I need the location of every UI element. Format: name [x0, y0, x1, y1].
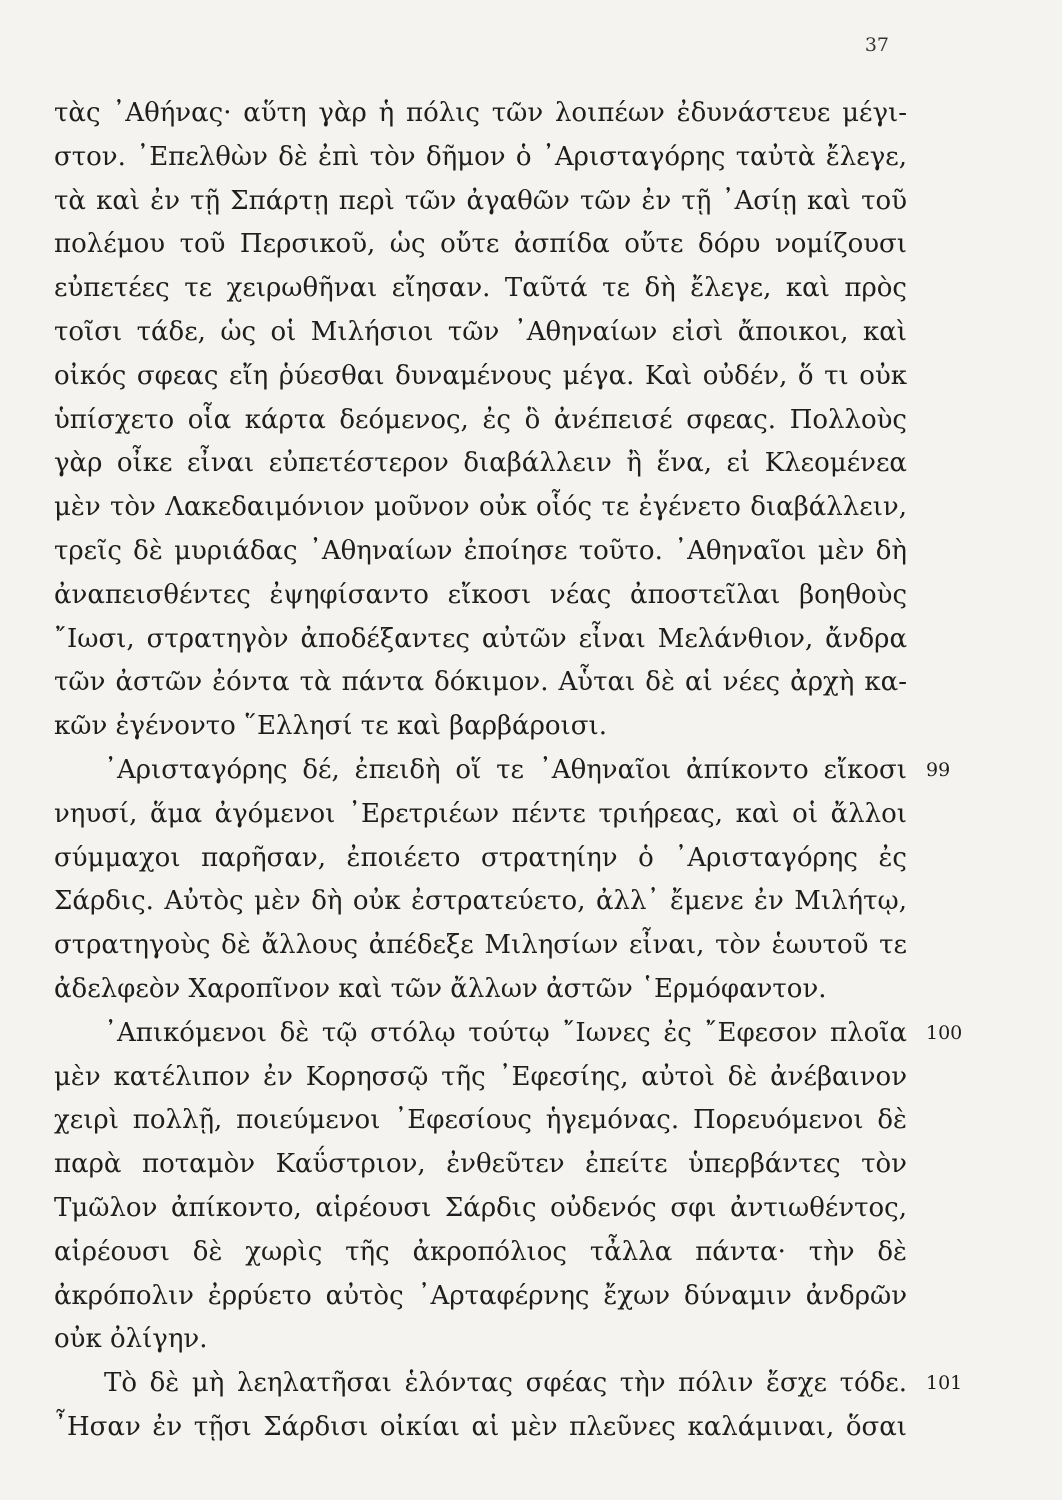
text-line-content: ἀκρόπολιν ἐρρύετο αὐτὸς ᾿Αρταφέρνης ἔχων δύναμιν ἀνδρῶν	[54, 1280, 907, 1311]
text-line	[54, 311, 907, 355]
text-line	[54, 355, 907, 399]
text-line-content: Σάρδις. Αὐτὸς μὲν δὴ οὐκ ἐστρατεύετο, ἀλλ᾿ ἔμενε ἐν Μιλήτῳ,	[54, 886, 907, 917]
text-line	[54, 267, 907, 311]
text-line	[54, 1362, 963, 1406]
text-line	[54, 1187, 907, 1231]
text-line	[54, 486, 907, 530]
text-line-content: αἱρέουσι δὲ χωρὶς τῆς ἀκροπόλιος τἆλλα πάντα· τὴν δὲ	[54, 1236, 907, 1267]
text-line	[54, 924, 907, 968]
text-line	[54, 530, 907, 574]
text-line	[54, 92, 907, 136]
text-line-content: παρὰ ποταμὸν Καΰστριον, ἐνθεῦτεν ἐπείτε ὑπερβάντες τὸν	[54, 1149, 907, 1180]
text-line	[54, 1012, 963, 1056]
text-line-content: νηυσί, ἅμα ἀγόμενοι ᾿Ερετριέων πέντε τριήρεας, καὶ οἱ ἄλλοι	[54, 798, 907, 829]
text-line-content: κῶν ἐγένοντο ῞Ελλησί τε καὶ βαρβάροισι.	[54, 711, 607, 742]
text-line-content: πολέμου τοῦ Περσικοῦ, ὡς οὔτε ἀσπίδα οὔτε δόρυ νομίζουσι	[54, 229, 907, 260]
text-line	[54, 223, 907, 267]
text-line-content: τὰς ᾿Αθήνας· αὕτη γὰρ ἡ πόλις τῶν λοιπέων ἐδυνάστευε μέγι-	[54, 98, 907, 128]
text-line	[54, 618, 907, 662]
text-line-content: ᾿Απικόμενοι δὲ τῷ στόλῳ τούτῳ ῎Ιωνες ἐς ῎Εφεσον πλοῖα	[104, 1017, 907, 1048]
text-line	[54, 1318, 907, 1362]
text-line-content: ἀδελφεὸν Χαροπῖνον καὶ τῶν ἄλλων ἀστῶν ῾Ερμόφαντον.	[54, 973, 827, 1004]
chapter-number: 100	[926, 1021, 963, 1044]
text-line-content: τὰ καὶ ἐν τῇ Σπάρτῃ περὶ τῶν ἀγαθῶν τῶν ἐν τῇ ᾿Ασίῃ καὶ τοῦ	[54, 185, 907, 216]
text-line-content: οἰκός σφεας εἴη ῥύεσθαι δυναμένους μέγα. Καὶ οὐδέν, ὅ τι οὐκ	[54, 360, 907, 391]
text-line	[54, 1406, 907, 1450]
text-line	[54, 399, 907, 443]
text-line-content: Τὸ δὲ μὴ λεηλατῆσαι ἑλόντας σφέας τὴν πόλιν ἔσχε τόδε.	[104, 1368, 907, 1399]
text-line	[54, 574, 907, 618]
text-line-content: ὑπίσχετο οἷα κάρτα δεόμενος, ἐς ὃ ἀνέπεισέ σφεας. Πολλοὺς	[54, 404, 907, 435]
text-line-content: τοῖσι τάδε, ὡς οἱ Μιλήσιοι τῶν ᾿Αθηναίων εἰσὶ ἄποικοι, καὶ	[54, 316, 907, 347]
text-line-content: στον. ᾿Επελθὼν δὲ ἐπὶ τὸν δῆμον ὁ ᾿Αρισταγόρης ταὐτὰ ἔλεγε,	[54, 141, 907, 172]
body-text	[54, 92, 963, 1450]
text-line	[54, 968, 907, 1012]
text-line	[54, 442, 907, 486]
text-line	[54, 1231, 907, 1275]
text-line-content: εὐπετέες τε χειρωθῆναι εἴησαν. Ταῦτά τε δὴ ἔλεγε, καὶ πρὸς	[54, 273, 907, 304]
text-line	[54, 1275, 907, 1319]
text-line-content: σύμμαχοι παρῆσαν, ἐποιέετο στρατηίην ὁ ᾿Αρισταγόρης ἐς	[54, 842, 907, 873]
text-line-content: ἀναπεισθέντες ἐψηφίσαντο εἴκοσι νέας ἀποστεῖλαι βοηθοὺς	[54, 579, 907, 610]
text-line-content: τρεῖς δὲ μυριάδας ᾿Αθηναίων ἐποίησε τοῦτο. ᾿Αθηναῖοι μὲν δὴ	[54, 535, 907, 566]
text-line	[54, 749, 951, 793]
text-line	[54, 661, 907, 705]
text-line	[54, 1099, 907, 1143]
page-number: 37	[864, 34, 889, 56]
text-line	[54, 136, 907, 180]
text-line	[54, 180, 907, 224]
text-line-content: μὲν κατέλιπον ἐν Κορησσῷ τῆς ᾿Εφεσίης, αὐτοὶ δὲ ἀνέβαινον	[54, 1061, 907, 1092]
text-line	[54, 1056, 907, 1100]
text-line-content: ῏Ησαν ἐν τῇσι Σάρδισι οἰκίαι αἱ μὲν πλεῦνες καλάμιναι, ὅσαι	[54, 1411, 907, 1442]
text-line	[54, 880, 907, 924]
text-line-content: οὐκ ὀλίγην.	[54, 1324, 208, 1355]
text-line-content: ῎Ιωσι, στρατηγὸν ἀποδέξαντες αὐτῶν εἶναι Μελάνθιον, ἄνδρα	[54, 623, 907, 654]
chapter-number: 101	[926, 1372, 963, 1395]
text-line-content: χειρὶ πολλῇ, ποιεύμενοι ᾿Εφεσίους ἡγεμόνας. Πορευόμενοι δὲ	[54, 1105, 907, 1136]
text-line	[54, 1143, 907, 1187]
text-line-content: μὲν τὸν Λακεδαιμόνιον μοῦνον οὐκ οἷός τε ἐγένετο διαβάλλειν,	[54, 492, 907, 523]
text-line	[54, 793, 907, 837]
text-line	[54, 705, 907, 749]
text-line-content: Τμῶλον ἀπίκοντο, αἱρέουσι Σάρδις οὐδενός σφι ἀντιωθέντος,	[54, 1192, 907, 1223]
text-line-content: ᾿Αρισταγόρης δέ, ἐπειδὴ οἵ τε ᾿Αθηναῖοι ἀπίκοντο εἴκοσι	[104, 754, 907, 785]
text-line	[54, 837, 907, 881]
text-line-content: στρατηγοὺς δὲ ἄλλους ἀπέδεξε Μιλησίων εἶναι, τὸν ἑωυτοῦ τε	[54, 930, 907, 961]
text-line-content: τῶν ἀστῶν ἐόντα τὰ πάντα δόκιμον. Αὗται δὲ αἱ νέες ἀρχὴ κα-	[54, 667, 907, 698]
chapter-number: 99	[926, 758, 951, 781]
text-line-content: γὰρ οἶκε εἶναι εὐπετέστερον διαβάλλειν ἢ ἕνα, εἰ Κλεομένεα	[54, 448, 907, 479]
